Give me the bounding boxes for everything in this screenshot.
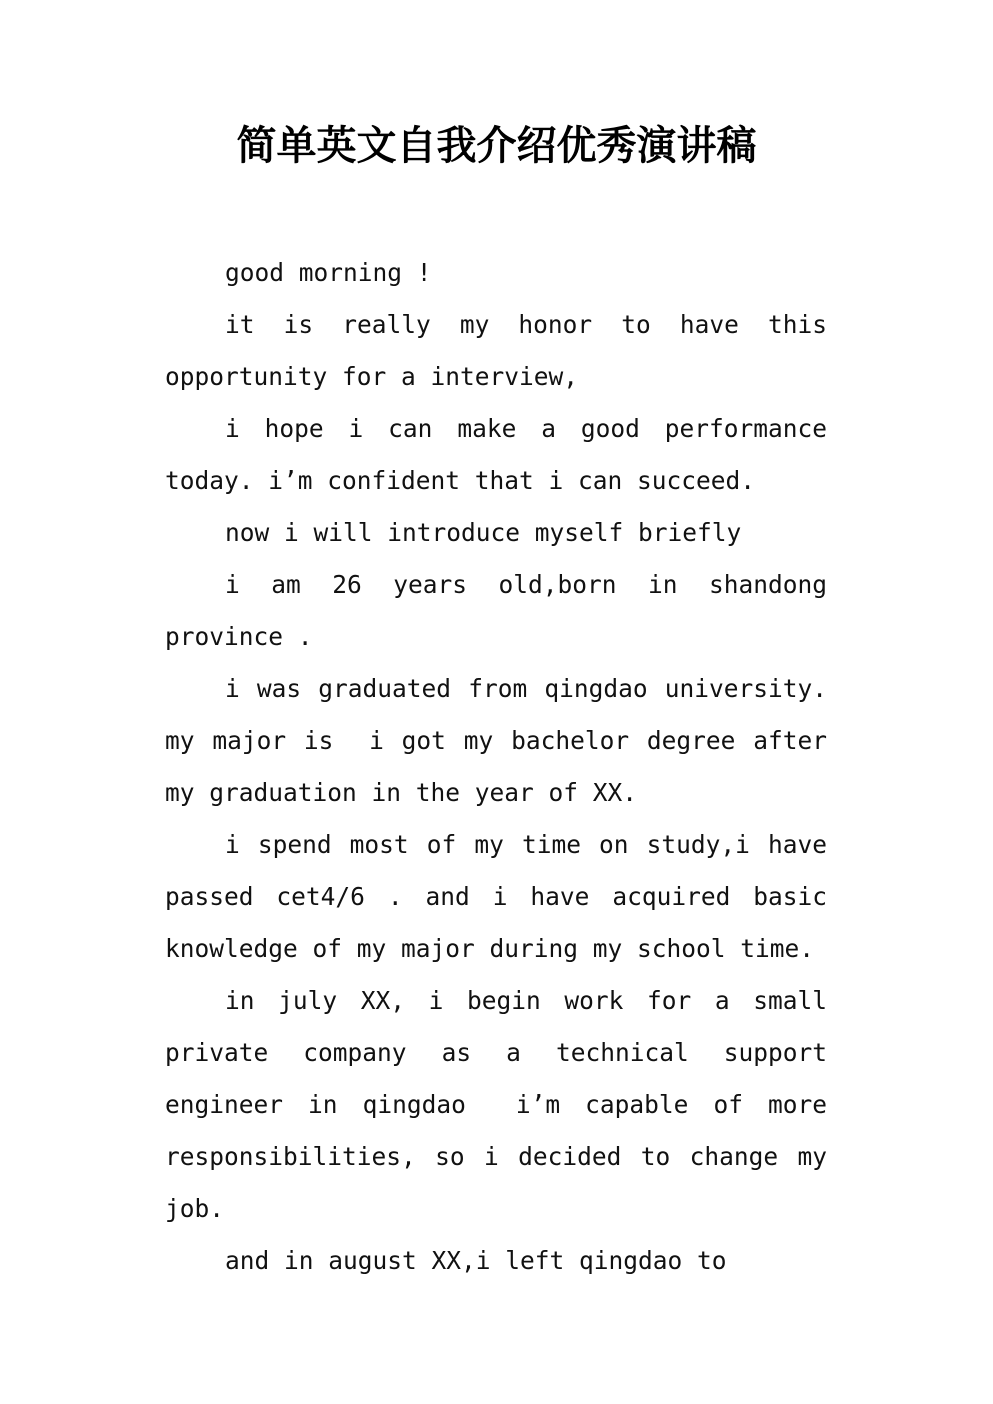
paragraph-work: in july XX, i begin work for a small private company as a technical support engineer in qingdao i’m capable of more responsibilities, so i decided to change my job. xyxy=(165,986,842,1223)
paragraph-august: and in august XX,i left qingdao to xyxy=(225,1246,727,1275)
paragraph-education: i was graduated from qingdao university. my major is i got my bachelor degree after my graduation in the year of XX. xyxy=(165,674,842,807)
paragraph-study: i spend most of my time on study,i have passed cet4/6 . and i have acquired basic knowledge of my major during my school time. xyxy=(165,830,842,963)
paragraph-honor: it is really my honor to have this opportunity for a interview, xyxy=(165,310,842,391)
paragraph-performance: i hope i can make a good performance today. i’m confident that i can succeed. xyxy=(165,414,842,495)
document-title: 简单英文自我介绍优秀演讲稿 xyxy=(236,123,757,169)
paragraph-introduce: now i will introduce myself briefly xyxy=(225,518,742,547)
paragraph-greeting: good morning ! xyxy=(225,258,432,287)
paragraph-age: i am 26 years old,born in shandong province . xyxy=(165,570,842,651)
document-body xyxy=(165,247,842,1287)
